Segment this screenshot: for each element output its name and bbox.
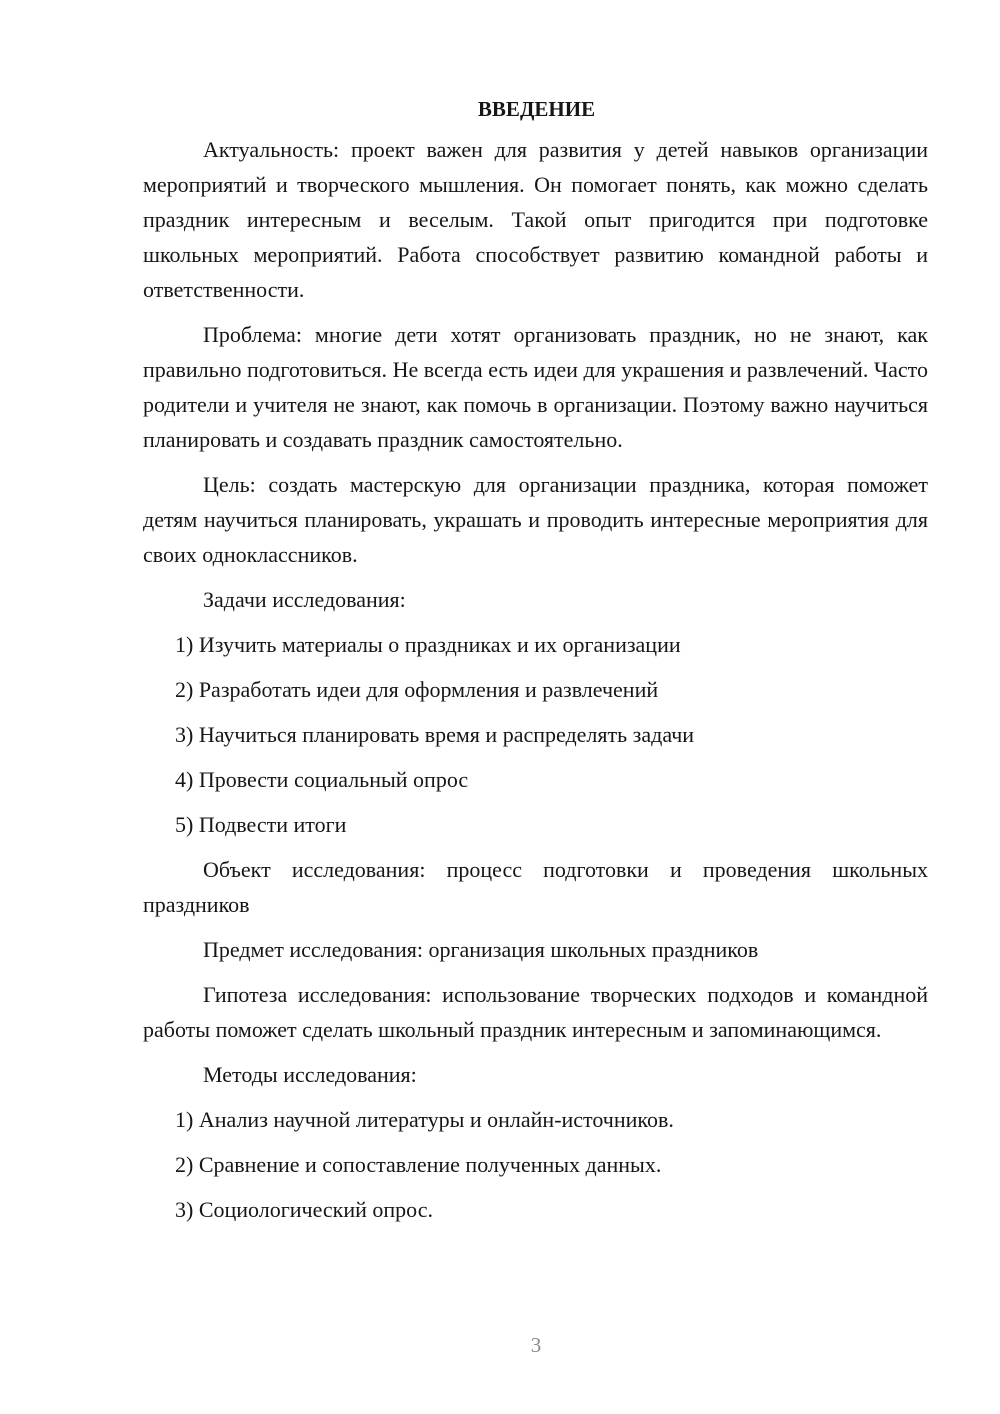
subject-paragraph: Предмет исследования: организация школьных праздников — [203, 937, 759, 962]
methods-heading: Методы исследования: — [203, 1062, 417, 1087]
page-number: 3 — [530, 1333, 542, 1357]
document-body — [143, 92, 928, 1237]
goal-paragraph: Цель: создать мастерскую для организации праздника, которая поможет детям научиться планировать, украшать и проводить интересные мероприятия для своих одноклассников. — [143, 472, 928, 567]
list-item: 2) Сравнение и сопоставление полученных данных. — [175, 1152, 662, 1177]
list-item: 1) Анализ научной литературы и онлайн-источников. — [175, 1107, 674, 1132]
hypothesis-paragraph: Гипотеза исследования: использование творческих подходов и командной работы поможет сделать школьный праздник интересным и запоминающимся. — [143, 982, 928, 1042]
tasks-list — [143, 627, 928, 842]
list-item: 3) Социологический опрос. — [175, 1197, 433, 1222]
list-item: 2) Разработать идеи для оформления и развлечений — [175, 677, 659, 702]
list-item: 4) Провести социальный опрос — [175, 767, 469, 792]
object-paragraph: Объект исследования: процесс подготовки и проведения школьных праздников — [143, 857, 928, 917]
tasks-heading: Задачи исследования: — [203, 587, 406, 612]
relevance-paragraph: Актуальность: проект важен для развития у детей навыков организации мероприятий и творческого мышления. Он помогает понять, как можно сделать праздник интересным и веселым. Такой опыт пригодится при подготовке школьных мероприятий. Работа способствует развитию командной работы и ответственности. — [143, 137, 928, 302]
methods-list — [143, 1102, 928, 1227]
problem-paragraph: Проблема: многие дети хотят организовать праздник, но не знают, как правильно подготовиться. Не всегда есть идеи для украшения и развлечений. Часто родители и учителя не знают, как помочь в организации. Поэтому важно научиться планировать и создавать праздник самостоятельно. — [143, 322, 928, 452]
list-item: 5) Подвести итоги — [175, 812, 347, 837]
list-item: 1) Изучить материалы о праздниках и их организации — [175, 632, 681, 657]
page-title: ВВЕДЕНИЕ — [477, 97, 596, 121]
list-item: 3) Научиться планировать время и распределять задачи — [175, 722, 695, 747]
